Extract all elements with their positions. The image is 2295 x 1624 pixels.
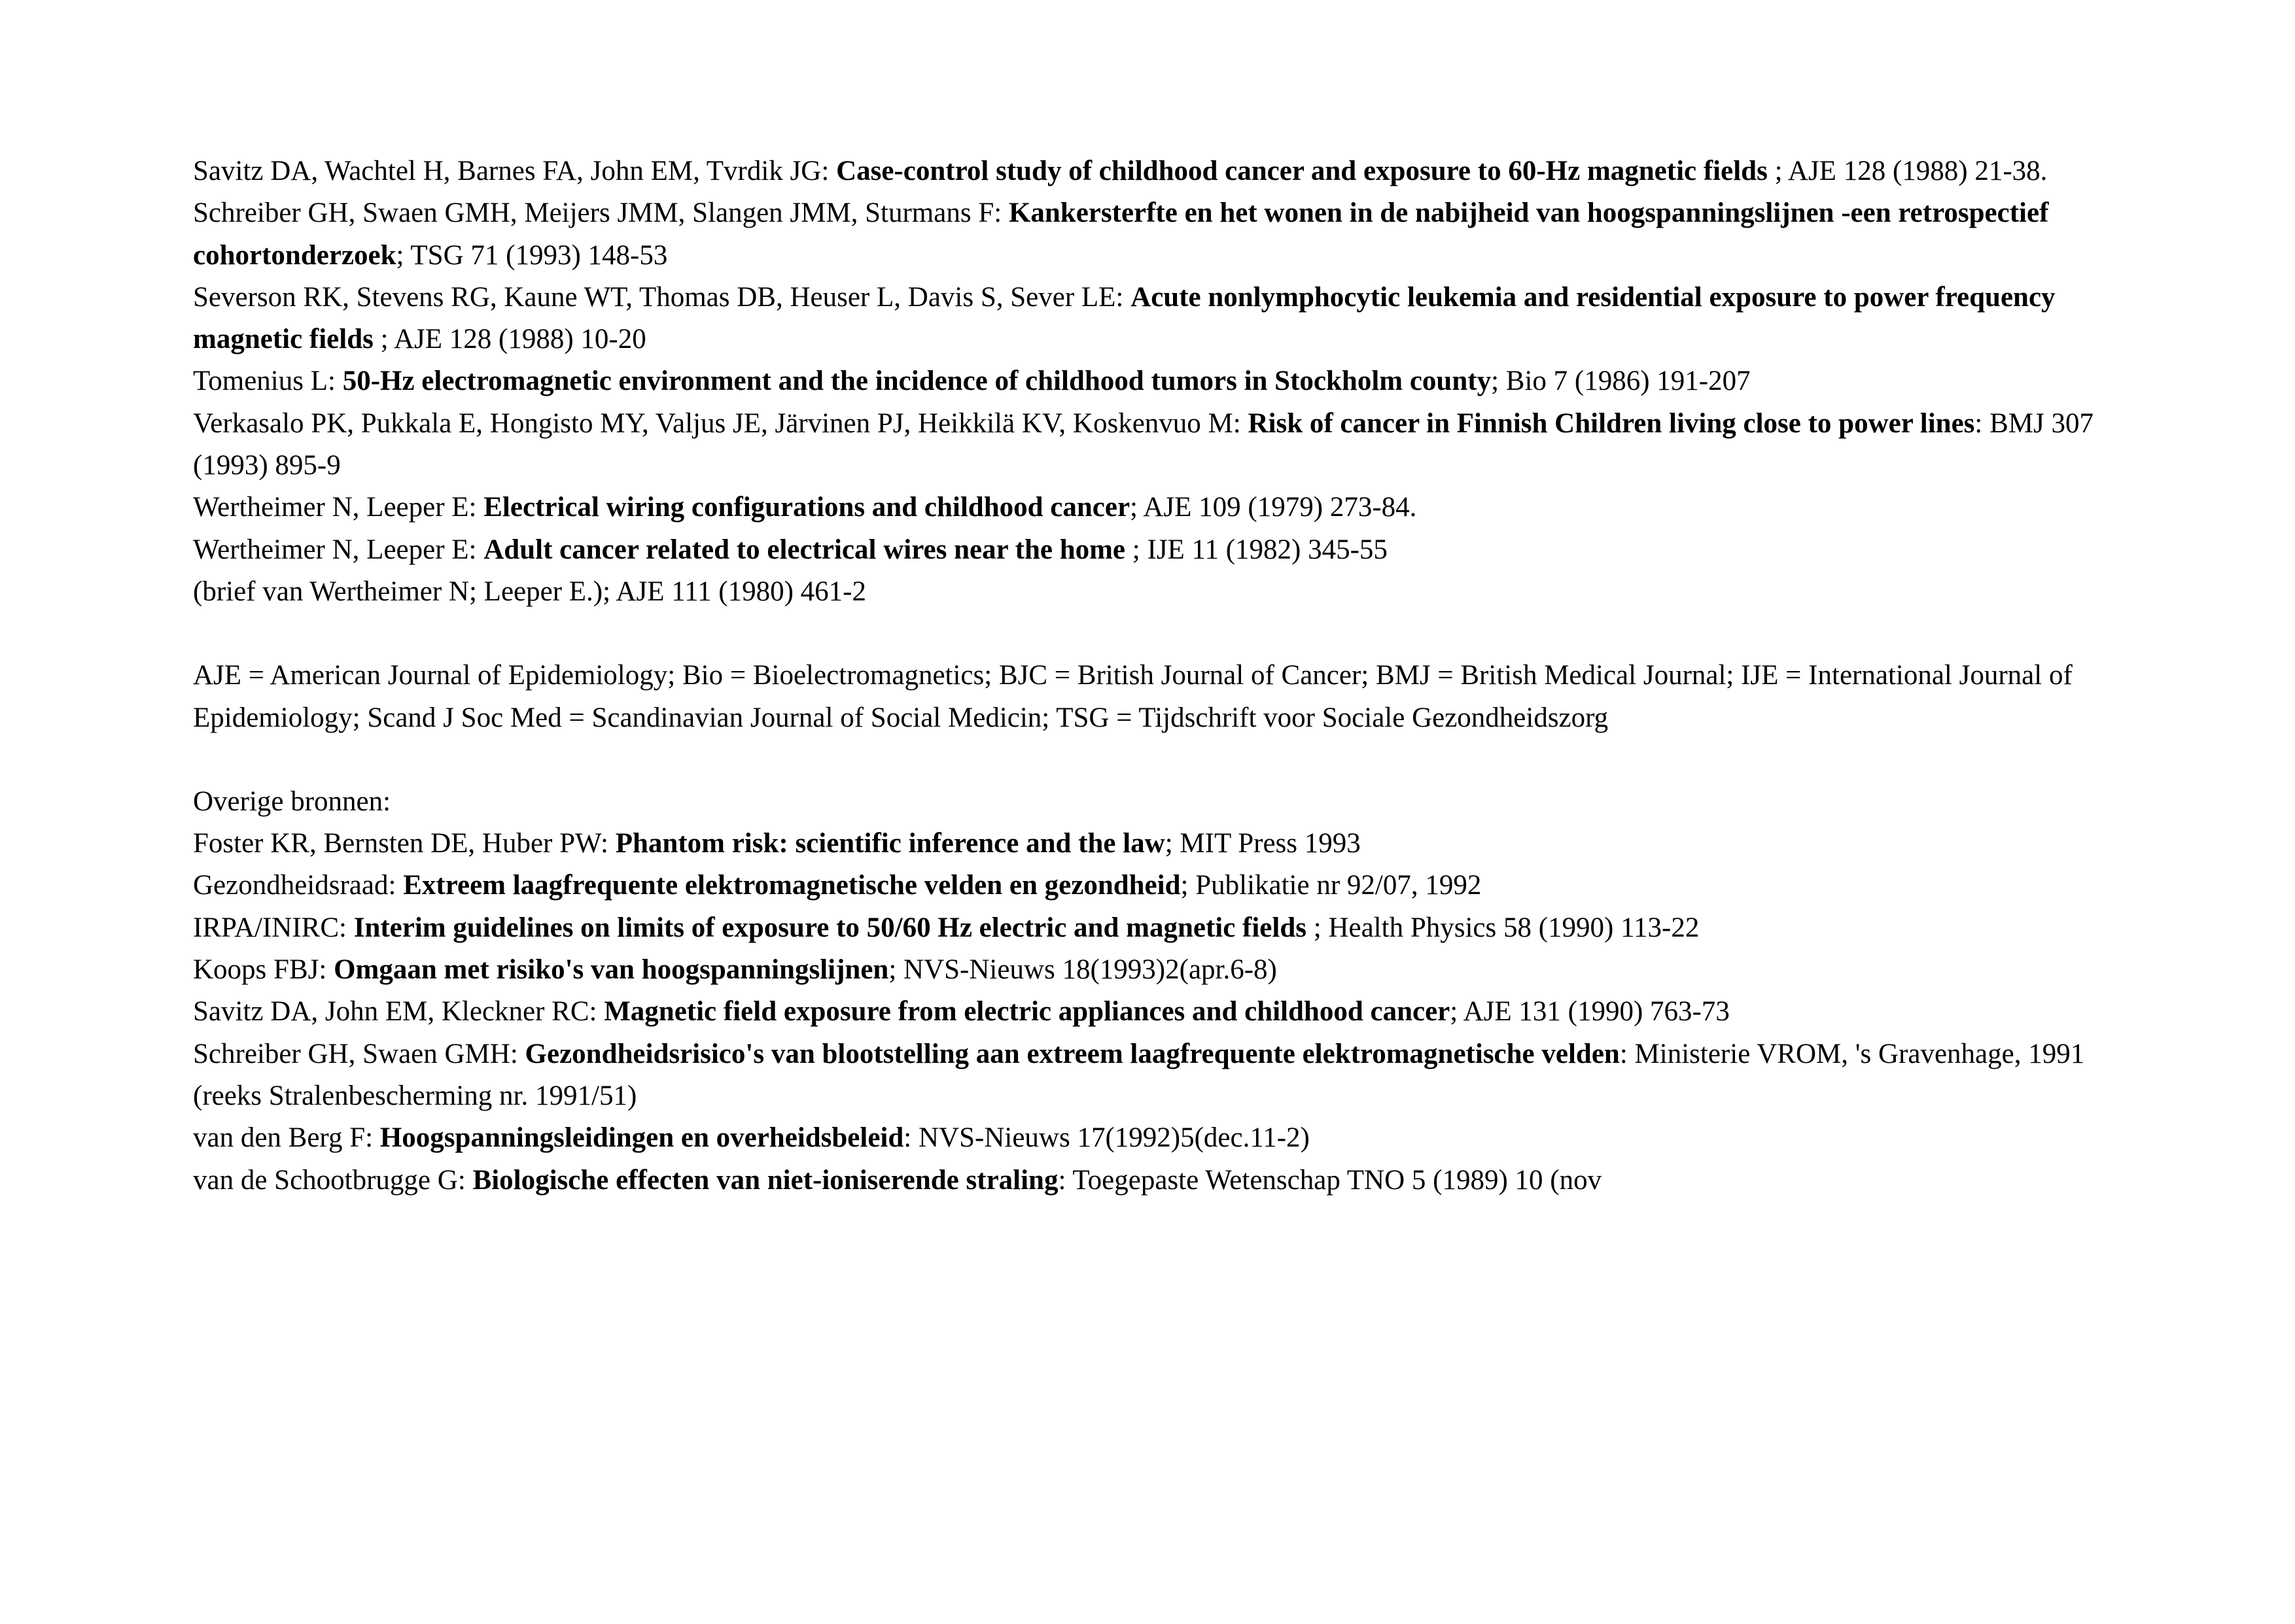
- source-publication: ; NVS-Nieuws 18(1993)2(apr.6-8): [888, 954, 1277, 986]
- source-title: Hoogspanningsleidingen en overheidsbeleid: [379, 1122, 904, 1154]
- source-title: Biologische effecten van niet-ioniserende straling: [472, 1164, 1059, 1196]
- source-publication: : Ministerie VROM, 's Gravenhage, 1991 (reeks Stralenbescherming nr. 1991/51): [193, 1038, 2085, 1111]
- source-entry: [193, 949, 2129, 991]
- spacer: [193, 739, 2129, 781]
- source-publication: : NVS-Nieuws 17(1992)5(dec.11-2): [903, 1122, 1310, 1154]
- source-authors: van de Schootbrugge G:: [193, 1164, 473, 1196]
- reference-entry: [193, 360, 2129, 402]
- source-authors: Savitz DA, John EM, Kleckner RC:: [193, 996, 604, 1028]
- other-sources-heading: Overige bronnen:: [193, 786, 391, 817]
- reference-title: Case-control study of childhood cancer and exposure to 60-Hz magnetic fields: [836, 156, 1768, 186]
- source-publication: ; MIT Press 1993: [1165, 828, 1361, 859]
- reference-entry: [193, 192, 2129, 277]
- source-publication: ; Publikatie nr 92/07, 1992: [1180, 870, 1482, 901]
- reference-source: ; TSG 71 (1993) 148-53: [396, 239, 668, 271]
- source-entry: [193, 1033, 2129, 1118]
- source-entry: [193, 1160, 2129, 1201]
- reference-source: ; IJE 11 (1982) 345-55: [1125, 534, 1388, 565]
- source-title: Interim guidelines on limits of exposure to 50/60 Hz electric and magnetic fields: [353, 912, 1306, 943]
- reference-title: Adult cancer related to electrical wires near the home: [483, 534, 1126, 565]
- document-page: [193, 150, 2129, 1201]
- reference-title: Risk of cancer in Finnish Children living close to power lines: [1248, 407, 1975, 439]
- reference-title: Electrical wiring configurations and childhood cancer: [483, 492, 1130, 523]
- source-title: Magnetic field exposure from electric appliances and childhood cancer: [604, 996, 1450, 1028]
- reference-title: Kankersterfte en het wonen in de nabijheid van hoogspanningslijnen -een retrospectief cohortonderzoek: [193, 198, 2049, 271]
- source-authors: van den Berg F:: [193, 1122, 380, 1154]
- reference-entry: [193, 529, 2129, 571]
- source-title: Gezondheidsrisico's van blootstelling aan extreem laagfrequente elektromagnetische velden: [525, 1038, 1620, 1069]
- reference-list: [193, 150, 2129, 613]
- source-entry: [193, 907, 2129, 949]
- source-authors: Foster KR, Bernsten DE, Huber PW:: [193, 828, 616, 859]
- source-title: Extreem laagfrequente elektromagnetische velden en gezondheid: [403, 870, 1181, 901]
- reference-source: ; AJE 109 (1979) 273-84.: [1130, 492, 1417, 523]
- reference-entry: [193, 571, 2129, 613]
- source-authors: Koops FBJ:: [193, 954, 334, 986]
- reference-authors: Savitz DA, Wachtel H, Barnes FA, John EM, Tvrdik JG:: [193, 156, 837, 186]
- reference-authors: Severson RK, Stevens RG, Kaune WT, Thomas DB, Heuser L, Davis S, Sever LE:: [193, 281, 1131, 313]
- source-authors: IRPA/INIRC:: [193, 912, 354, 943]
- source-entry: [193, 865, 2129, 907]
- source-authors: Schreiber GH, Swaen GMH:: [193, 1038, 525, 1069]
- source-title: Phantom risk: scientific inference and the law: [615, 828, 1165, 859]
- reference-authors: Wertheimer N, Leeper E:: [193, 534, 484, 565]
- spacer: [193, 613, 2129, 655]
- reference-authors: Verkasalo PK, Pukkala E, Hongisto MY, Valjus JE, Järvinen PJ, Heikkilä KV, Koskenvuo M:: [193, 407, 1248, 439]
- reference-source: ; Bio 7 (1986) 191-207: [1491, 366, 1751, 397]
- reference-source: : BMJ 307 (1993) 895-9: [193, 407, 2094, 481]
- reference-entry: [193, 403, 2129, 487]
- abbreviations-legend: AJE = American Journal of Epidemiology; Bio = Bioelectromagnetics; BJC = British Journal of Cancer; BMJ = British Medical Journal; IJE = International Journal of Epidemiology; Scand J Soc Med = Scandinavian Journal of Social Medicin; TSG = Tijdschrift voor Sociale Gezondheidszorg: [193, 660, 2073, 733]
- reference-note: (brief van Wertheimer N; Leeper E.); AJE 111 (1980) 461-2: [193, 576, 866, 607]
- source-entry: [193, 1117, 2129, 1159]
- reference-entry: [193, 150, 2129, 192]
- other-sources-list: [193, 823, 2129, 1201]
- reference-authors: Schreiber GH, Swaen GMH, Meijers JMM, Slangen JMM, Sturmans F:: [193, 198, 1009, 229]
- source-publication: : Toegepaste Wetenschap TNO 5 (1989) 10 (nov: [1058, 1164, 1602, 1196]
- reference-entry: [193, 487, 2129, 528]
- source-entry: [193, 991, 2129, 1033]
- source-authors: Gezondheidsraad:: [193, 870, 404, 901]
- source-title: Omgaan met risiko's van hoogspanningslijnen: [334, 954, 889, 986]
- source-publication: ; Health Physics 58 (1990) 113-22: [1306, 912, 1700, 943]
- reference-authors: Wertheimer N, Leeper E:: [193, 492, 484, 523]
- source-entry: [193, 823, 2129, 865]
- reference-title: 50-Hz electromagnetic environment and the incidence of childhood tumors in Stockholm county: [342, 366, 1492, 397]
- source-publication: ; AJE 131 (1990) 763-73: [1450, 996, 1730, 1028]
- reference-title: Acute nonlymphocytic leukemia and residential exposure to power frequency magnetic fields: [193, 281, 2056, 355]
- reference-authors: Tomenius L:: [193, 366, 343, 397]
- reference-source: ; AJE 128 (1988) 10-20: [373, 324, 646, 355]
- reference-source: ; AJE 128 (1988) 21-38.: [1767, 156, 2048, 186]
- reference-entry: [193, 277, 2129, 361]
